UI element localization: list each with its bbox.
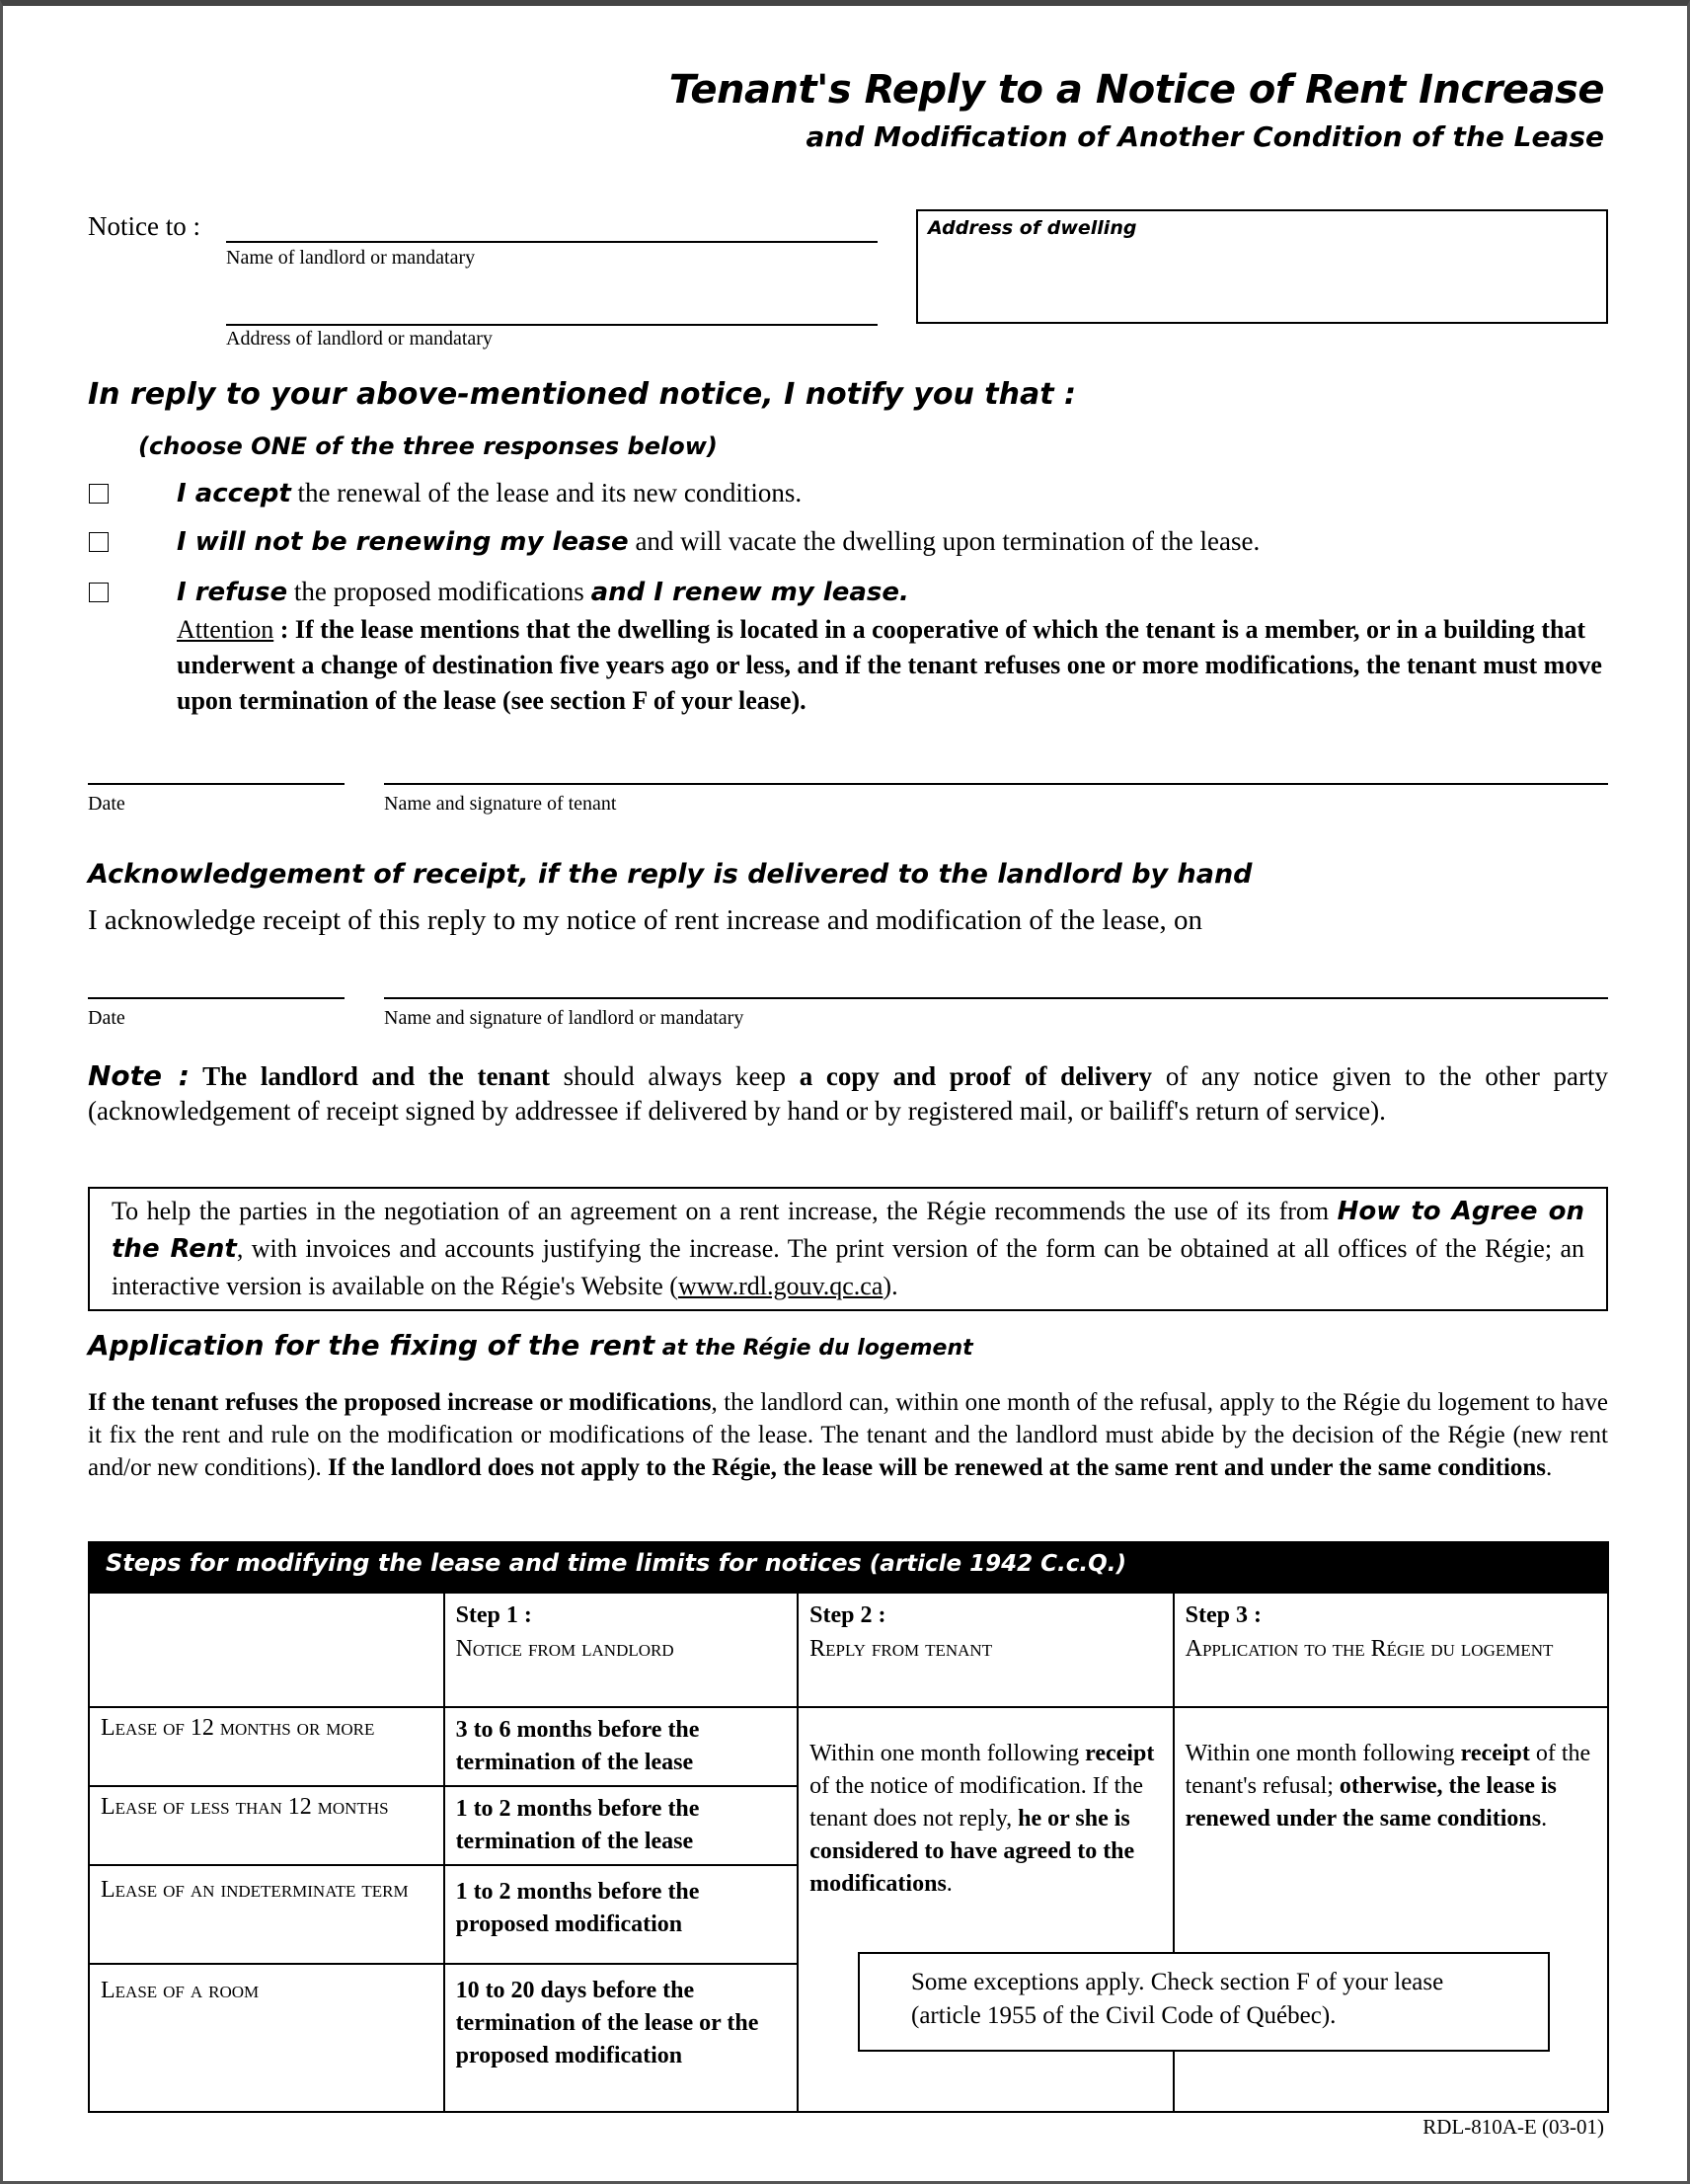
note-text: should always keep <box>549 1061 800 1091</box>
option-not-renewing <box>177 526 1260 557</box>
step3-text: of the tenant's refusal; <box>1185 1741 1591 1799</box>
step-number: Step 2 : <box>809 1602 886 1628</box>
landlord-name-field[interactable] <box>226 241 878 243</box>
ack-text: I acknowledge receipt of this reply to my notice of rent increase and modification of the lease, on <box>88 904 1202 936</box>
dwelling-address-label: Address of dwelling <box>928 217 1137 239</box>
info-text: , with invoices and accounts justifying the increase. The print version of the form can be obtained at all offices of the Régie; an interactive version is available on the Régie's Website ( <box>112 1234 1584 1300</box>
step-name: Reply from tenant <box>809 1636 993 1662</box>
step-name: Notice from landlord <box>455 1636 674 1662</box>
step3-text: Within one month following <box>1185 1741 1461 1766</box>
option-text: the proposed modifications <box>287 577 591 606</box>
step1-time-limit: 10 to 20 days before the termination of the lease or the proposed modification <box>444 1964 799 2112</box>
info-box <box>88 1187 1608 1311</box>
step-name: Application to the Régie du logement <box>1185 1636 1554 1662</box>
step-header <box>1174 1593 1608 1707</box>
attention-paragraph <box>177 612 1618 719</box>
note-text: of any notice given to the other party (acknowledgement of receipt signed by addressee if delivered by hand or by registered mail, or bailiff's return of service). <box>88 1061 1609 1126</box>
form-name: How to Agree on the Rent <box>112 1197 1584 1264</box>
lease-type: Lease of less than 12 months <box>89 1786 444 1865</box>
steps-title-small: (article 1942 C.c.Q.) <box>861 1551 1126 1577</box>
info-text: ). <box>883 1272 898 1300</box>
step3-bold: otherwise, the lease is renewed under the same conditions <box>1185 1773 1557 1832</box>
landlord-signature-label: Name and signature of landlord or mandatary <box>384 1007 744 1029</box>
application-bold: If the tenant refuses the proposed increase or modifications <box>88 1389 712 1416</box>
tenant-date-label: Date <box>88 793 125 815</box>
attention-label: Attention <box>177 615 274 644</box>
step-number: Step 1 : <box>455 1602 532 1628</box>
landlord-address-field[interactable] <box>226 324 878 326</box>
step2-bold: receipt <box>1085 1741 1155 1766</box>
option-bold: I accept <box>177 479 291 508</box>
website-link[interactable]: www.rdl.gouv.qc.ca <box>677 1272 883 1300</box>
application-bold: If the landlord does not apply to the Régie, the lease will be renewed at the same rent and under the same conditions <box>328 1454 1547 1481</box>
exceptions-box: Some exceptions apply. Check section F of your lease (article 1955 of the Civil Code of Québec). <box>858 1952 1550 2052</box>
not-renewing-checkbox[interactable] <box>89 532 109 552</box>
empty-header-cell <box>89 1593 444 1707</box>
landlord-name-label: Name of landlord or mandatary <box>226 247 476 269</box>
landlord-date-label: Date <box>88 1007 125 1029</box>
note-bold: a copy and proof of delivery <box>799 1061 1153 1091</box>
note-label: Note : <box>88 1059 190 1092</box>
option-bold: and I renew my lease. <box>590 578 909 607</box>
option-bold: I refuse <box>177 578 288 607</box>
tenant-date-field[interactable] <box>88 783 345 785</box>
option-text: the renewal of the lease and its new conditions. <box>290 478 803 507</box>
step3-text: . <box>1541 1806 1548 1832</box>
reply-instruction: (choose ONE of the three responses below) <box>138 432 718 460</box>
lease-type: Lease of 12 months or more <box>89 1707 444 1786</box>
step-header <box>798 1593 1174 1707</box>
landlord-signature-field[interactable] <box>384 997 1608 999</box>
application-heading-small: at the Régie du logement <box>654 1336 973 1361</box>
info-text: To help the parties in the negotiation of an agreement on a rent increase, the Régie recommends the use of its from <box>112 1197 1338 1225</box>
table-header-row <box>89 1593 1608 1707</box>
refuse-checkbox[interactable] <box>89 583 109 602</box>
table-row <box>89 1707 1608 1786</box>
option-accept <box>177 478 802 508</box>
application-text: . <box>1546 1454 1553 1481</box>
option-refuse <box>177 577 909 607</box>
form-code: RDL-810A-E (03-01) <box>1422 2115 1604 2139</box>
application-heading-main: Application for the fixing of the rent <box>88 1329 655 1362</box>
steps-table-title <box>89 1542 1608 1593</box>
application-paragraph <box>88 1386 1608 1484</box>
ack-heading: Acknowledgement of receipt, if the reply is delivered to the landlord by hand <box>88 859 1253 890</box>
step2-text: Within one month following <box>809 1741 1086 1766</box>
steps-title: Steps for modifying the lease and time limits for notices <box>106 1549 862 1577</box>
note-paragraph <box>88 1058 1608 1129</box>
step3-bold: receipt <box>1460 1741 1530 1766</box>
step-header <box>444 1593 799 1707</box>
dwelling-address-box[interactable] <box>916 209 1608 324</box>
lease-type: Lease of a room <box>89 1964 444 2112</box>
form-title: Tenant's Reply to a Notice of Rent Increase <box>668 67 1604 113</box>
step-number: Step 3 : <box>1185 1602 1262 1628</box>
step2-text: of the notice of modification. If the tenant does not reply, <box>809 1773 1143 1832</box>
accept-checkbox[interactable] <box>89 484 109 504</box>
attention-text: : If the lease mentions that the dwelling is located in a cooperative of which the tenant is a member, or in a building that underwent a change of destination five years ago or less, and if the tenant refuses one or more modifications, the tenant must move upon termination of the lease (see section F of your lease). <box>177 615 1602 715</box>
lease-type: Lease of an indeterminate term <box>89 1865 444 1964</box>
tenant-signature-field[interactable] <box>384 783 1608 785</box>
step1-time-limit: 1 to 2 months before the termination of the lease <box>444 1786 799 1865</box>
step2-text: . <box>946 1871 953 1897</box>
landlord-date-field[interactable] <box>88 997 345 999</box>
application-heading <box>88 1329 973 1362</box>
notice-to-label: Notice to : <box>88 211 200 241</box>
step1-time-limit: 3 to 6 months before the termination of the lease <box>444 1707 799 1786</box>
application-text: , the landlord can, within one month of the refusal, apply to the Régie du logement to have it fix the rent and rule on the modification or modifications of the lease. The tenant and the landlord must abide by the decision of the Régie (new rent and/or new conditions). <box>88 1389 1608 1481</box>
option-text: and will vacate the dwelling upon termination of the lease. <box>628 526 1261 556</box>
note-bold: The landlord and the tenant <box>189 1061 550 1091</box>
step2-bold: he or she is considered to have agreed to the modifications <box>809 1806 1135 1897</box>
form-subtitle: and Modification of Another Condition of the Lease <box>806 120 1604 153</box>
option-bold: I will not be renewing my lease <box>177 527 629 557</box>
step1-time-limit: 1 to 2 months before the proposed modification <box>444 1865 799 1964</box>
tenant-signature-label: Name and signature of tenant <box>384 793 617 815</box>
reply-heading: In reply to your above-mentioned notice, I notify you that : <box>88 377 1077 412</box>
landlord-address-label: Address of landlord or mandatary <box>226 328 493 350</box>
